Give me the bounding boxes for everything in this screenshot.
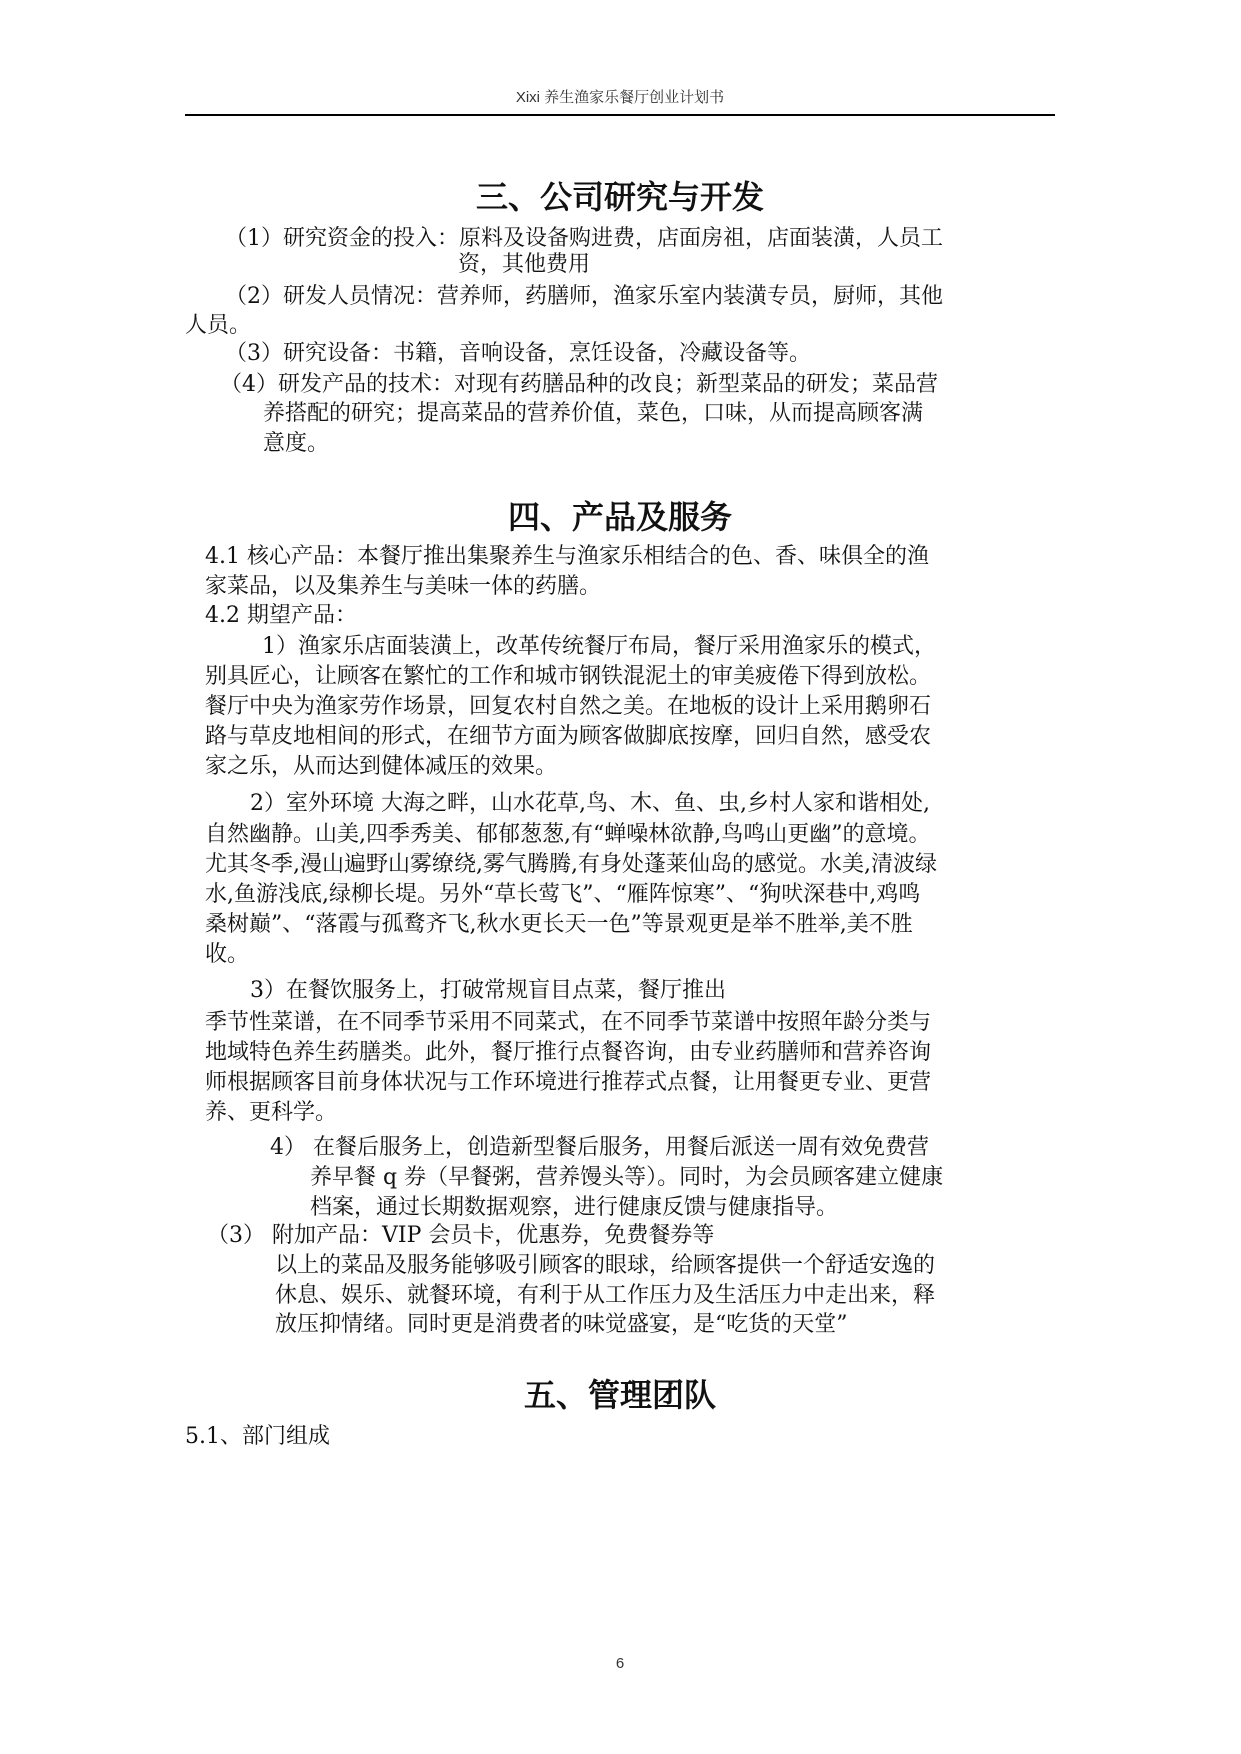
paragraph-line: （3） 附加产品：VIP 会员卡，优惠券，免费餐券等	[207, 1223, 715, 1248]
paragraph-line: 4.2 期望产品：	[205, 603, 357, 628]
paragraph-line: 养、更科学。	[205, 1100, 338, 1125]
section-3-title: 三、公司研究与开发	[475, 178, 764, 216]
paragraph-line: 4.1 核心产品：本餐厅推出集聚养生与渔家乐相结合的色、香、味俱全的渔	[205, 544, 929, 569]
paragraph-line: 1）渔家乐店面装潢上，改革传统餐厅布局，餐厅采用渔家乐的模式，	[262, 634, 936, 659]
paragraph-line: 路与草皮地相间的形式，在细节方面为顾客做脚底按摩，回归自然，感受农	[205, 724, 932, 749]
paragraph-line: 资，其他费用	[458, 252, 591, 277]
paragraph-line: 以上的菜品及服务能够吸引顾客的眼球，给顾客提供一个舒适安逸的	[275, 1253, 936, 1278]
paragraph-line: 档案，通过长期数据观察，进行健康反馈与健康指导。	[310, 1195, 839, 1220]
header-divider	[185, 114, 1055, 116]
paragraph-line: 3）在餐饮服务上，打破常规盲目点菜，餐厅推出	[250, 978, 726, 1003]
paragraph-line: 收。	[205, 942, 250, 967]
paragraph-line: 餐厅中央为渔家劳作场景，回复农村自然之美。在地板的设计上采用鹅卵石	[205, 694, 932, 719]
paragraph-line: 季节性菜谱，在不同季节采用不同菜式，在不同季节菜谱中按照年龄分类与	[205, 1010, 932, 1035]
paragraph-line: （4）研发产品的技术：对现有药膳品种的改良；新型菜品的研发；菜品营	[220, 372, 938, 397]
paragraph-line: （2）研发人员情况：营养师，药膳师，渔家乐室内装潢专员，厨师，其他	[225, 284, 943, 309]
paragraph-line: 师根据顾客目前身体状况与工作环境进行推荐式点餐，让用餐更专业、更营	[205, 1070, 932, 1095]
paragraph-line: 意度。	[263, 431, 330, 456]
paragraph-line: （1）研究资金的投入：原料及设备购进费，店面房祖，店面装潢，人员工	[225, 226, 943, 251]
paragraph-line: 自然幽静。山美,四季秀美、郁郁葱葱,有“蝉噪林欲静,鸟鸣山更幽”的意境。	[205, 822, 931, 847]
paragraph-line: 桑树巅”、“落霞与孤鹜齐飞,秋水更长天一色”等景观更是举不胜举,美不胜	[205, 912, 913, 937]
paragraph-line: 水,鱼游浅底,绿柳长堤。另外“草长莺飞”、“雁阵惊寒”、“狗吠深巷中,鸡鸣	[205, 882, 921, 907]
section-4-title: 四、产品及服务	[507, 498, 732, 536]
paragraph-line: 5.1、部门组成	[185, 1424, 330, 1449]
paragraph-line: 养早餐 q 券（早餐粥，营养馒头等）。同时，为会员顾客建立健康	[310, 1165, 944, 1190]
running-header: Xixi 养生渔家乐餐厅创业计划书	[515, 89, 725, 106]
paragraph-line: 地域特色养生药膳类。此外，餐厅推行点餐咨询，由专业药膳师和营养咨询	[205, 1040, 932, 1065]
section-5-title: 五、管理团队	[523, 1376, 716, 1414]
paragraph-line: 别具匠心，让顾客在繁忙的工作和城市钢铁混泥土的审美疲倦下得到放松。	[205, 664, 932, 689]
paragraph-line: 2）室外环境 大海之畔，山水花草,鸟、木、鱼、虫,乡村人家和谐相处,	[250, 791, 930, 816]
paragraph-line: 4） 在餐后服务上，创造新型餐后服务，用餐后派送一周有效免费营	[270, 1135, 929, 1160]
paragraph-line: 家菜品，以及集养生与美味一体的药膳。	[205, 574, 602, 599]
paragraph-line: 家之乐，从而达到健体减压的效果。	[205, 754, 558, 779]
paragraph-line: （3）研究设备：书籍，音响设备，烹饪设备，冷藏设备等。	[225, 341, 811, 366]
paragraph-line: 放压抑情绪。同时更是消费者的味觉盛宴，是“吃货的天堂”	[275, 1312, 848, 1337]
paragraph-line: 休息、娱乐、就餐环境，有利于从工作压力及生活压力中走出来，释	[275, 1283, 936, 1308]
paragraph-line: 人员。	[185, 313, 252, 338]
page-number: 6	[615, 1655, 625, 1672]
paragraph-line: 尤其冬季,漫山遍野山雾缭绕,雾气腾腾,有身处蓬莱仙岛的感觉。水美,清波绿	[205, 852, 937, 877]
paragraph-line: 养搭配的研究；提高菜品的营养价值，菜色，口味，从而提高顾客满	[263, 401, 924, 426]
